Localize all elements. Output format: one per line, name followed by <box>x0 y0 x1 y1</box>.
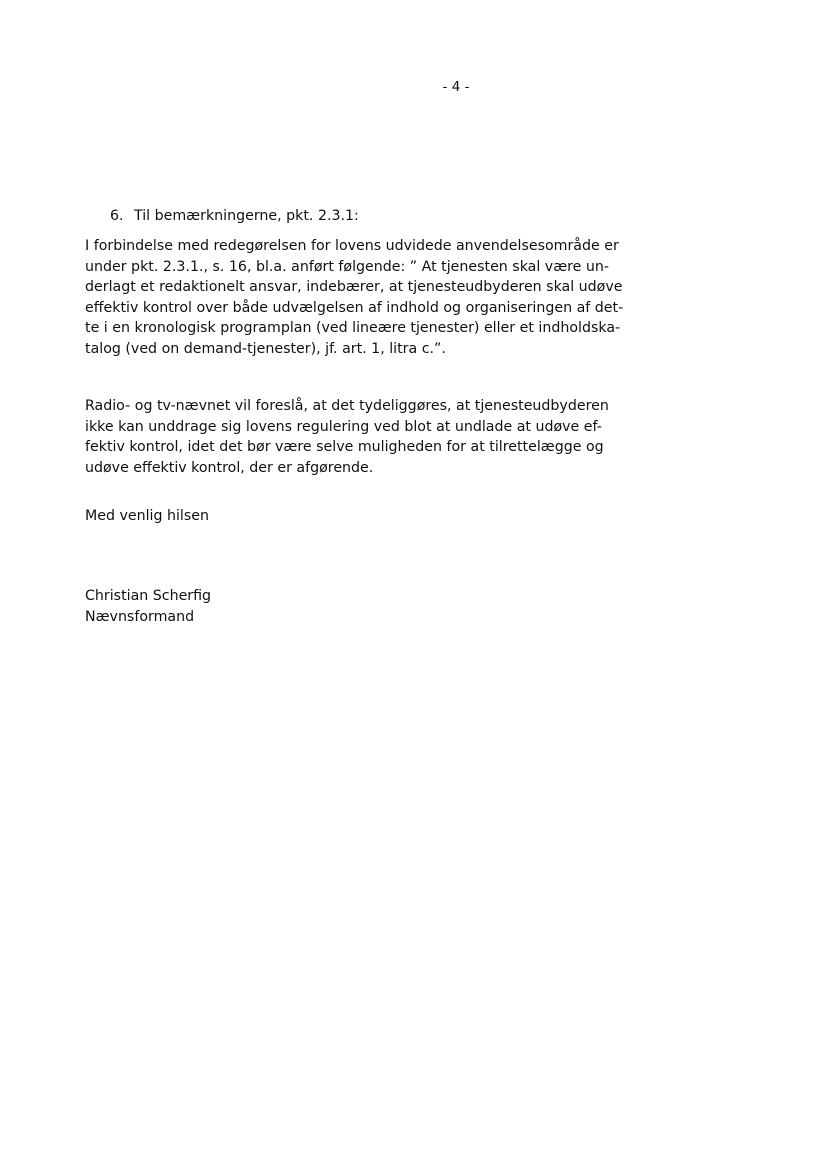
closing-text: Med venlig hilsen <box>85 508 209 524</box>
section-number: 6. <box>110 208 124 224</box>
paragraph-2-line: fektiv kontrol, idet det bør være selve muligheden for at tilrettelægge og <box>85 439 604 455</box>
paragraph-2-line: ikke kan unddrage sig lovens regulering ved blot at undlade at udøve ef- <box>85 418 602 435</box>
closing <box>85 506 209 527</box>
paragraph-1-line: I forbindelse med redegørelsen for lovens udvidede anvendelsesområde er <box>85 238 619 254</box>
signature-title: Nævnsformand <box>85 608 195 625</box>
page-number: - 4 - <box>442 79 470 95</box>
signature-block <box>85 586 211 627</box>
signature-name: Christian Scherfig <box>85 588 212 604</box>
paragraph-1-line: talog (ved on demand-tjenester), jf. art. 1, litra c.”. <box>85 340 446 357</box>
paragraph-2-line: udøve effektiv kontrol, der er afgørende. <box>85 459 374 476</box>
paragraph-1-line: under pkt. 2.3.1., s. 16, bl.a. anført følgende: ” At tjenesten skal være un- <box>85 258 610 275</box>
section-title: Til bemærkningerne, pkt. 2.3.1: <box>134 208 359 224</box>
paragraph-1-line: effektiv kontrol over både udvælgelsen af indhold og organiseringen af det- <box>85 299 624 316</box>
paragraph-1 <box>85 236 623 359</box>
section-heading <box>110 208 359 224</box>
paragraph-1-line: derlagt et redaktionelt ansvar, indebærer, at tjenesteudbyderen skal udøve <box>85 279 623 295</box>
paragraph-1-line: te i en kronologisk programplan (ved lineære tjenester) eller et indholdska- <box>85 320 621 336</box>
paragraph-2-line: Radio- og tv-nævnet vil foreslå, at det tydeliggøres, at tjenesteudbyderen <box>85 398 609 414</box>
paragraph-2 <box>85 396 609 478</box>
